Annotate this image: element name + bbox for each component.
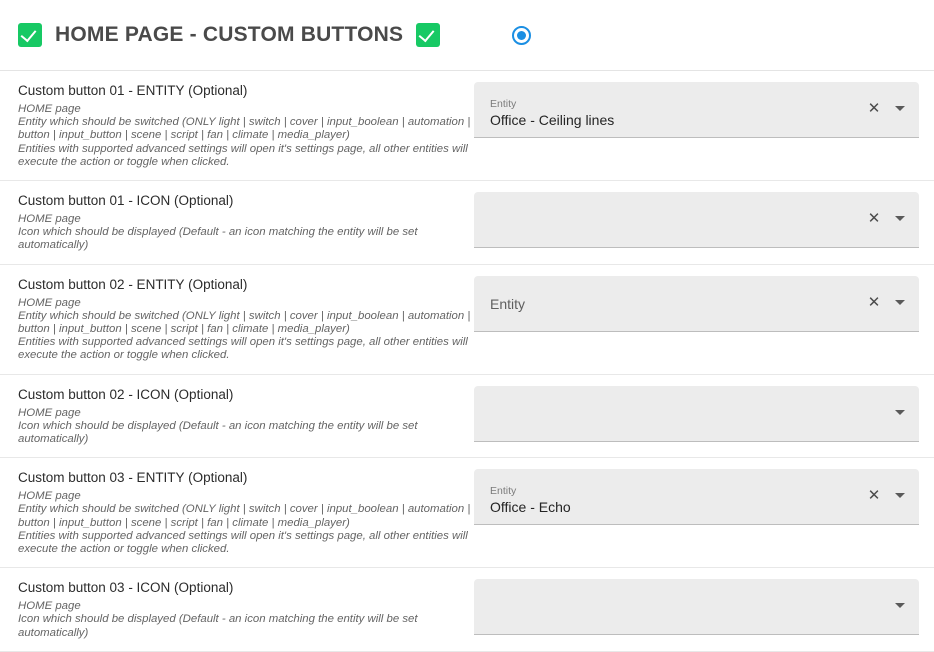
settings-rows xyxy=(0,71,934,652)
entity-select-field[interactable] xyxy=(474,386,919,442)
row-control-group xyxy=(474,192,934,248)
settings-row xyxy=(0,375,934,459)
row-description-line: execute the action or toggle when clicked. xyxy=(18,543,230,556)
chevron-down-icon[interactable] xyxy=(887,593,913,619)
row-label-group xyxy=(0,469,474,556)
field-floating-label: Entity xyxy=(490,484,517,497)
caret-glyph xyxy=(895,216,905,221)
field-icon-group xyxy=(861,192,913,247)
field-value[interactable]: Office - Echo xyxy=(490,498,571,515)
chevron-down-icon[interactable] xyxy=(887,96,913,122)
field-icon-group xyxy=(861,469,913,524)
row-description-line: Icon which should be displayed (Default - an icon matching the entity will be set xyxy=(18,226,418,239)
row-label-group xyxy=(0,386,474,447)
field-text-group xyxy=(490,276,861,331)
settings-row xyxy=(0,458,934,568)
close-icon-glyph: ✕ xyxy=(867,210,881,228)
row-description-line: automatically) xyxy=(18,239,89,252)
row-title: Custom button 01 - ICON (Optional) xyxy=(18,193,234,209)
field-floating-label: Entity xyxy=(490,97,517,110)
row-control-group xyxy=(474,469,934,525)
caret-glyph xyxy=(895,410,905,415)
chevron-down-icon[interactable] xyxy=(887,206,913,232)
row-title: Custom button 01 - ENTITY (Optional) xyxy=(18,83,248,98)
entity-select-field[interactable] xyxy=(474,192,919,248)
field-text-group xyxy=(490,469,861,524)
row-description-line: HOME page xyxy=(18,490,81,503)
section-header xyxy=(0,0,934,71)
row-description-line: HOME page xyxy=(18,296,81,309)
clear-icon[interactable] xyxy=(861,206,887,232)
row-description-line: HOME page xyxy=(18,103,81,115)
mode-radio-group[interactable] xyxy=(512,26,531,45)
field-placeholder[interactable]: Entity xyxy=(490,295,526,312)
row-description xyxy=(18,213,452,253)
settings-row xyxy=(0,181,934,265)
row-description xyxy=(18,600,452,640)
chevron-down-icon[interactable] xyxy=(887,483,913,509)
close-icon-glyph: ✕ xyxy=(867,100,881,117)
field-icon-group xyxy=(861,579,913,634)
row-description-line: Entity which should be switched (ONLY light | switch | cover | input_boolean | automation | xyxy=(18,309,471,322)
chevron-down-icon[interactable] xyxy=(887,289,913,315)
row-label-group xyxy=(0,276,474,363)
field-icon-group xyxy=(861,276,913,331)
clear-icon[interactable] xyxy=(861,96,887,122)
field-text-group xyxy=(490,82,861,137)
row-description xyxy=(18,103,471,169)
row-label-group xyxy=(0,192,474,253)
row-title: Custom button 02 - ENTITY (Optional) xyxy=(18,276,248,292)
row-description xyxy=(18,490,471,556)
radio-dot-icon xyxy=(517,31,526,40)
clear-icon[interactable] xyxy=(861,289,887,315)
row-description-line: Icon which should be displayed (Default - an icon matching the entity will be set xyxy=(18,419,418,432)
entity-select-field[interactable] xyxy=(474,469,919,525)
settings-row xyxy=(0,568,934,652)
row-description-line: button | input_button | scene | script | fan | climate | media_player) xyxy=(18,323,350,336)
row-description-line: Entities with supported advanced settings will open it's settings page, all other entities will xyxy=(18,529,468,542)
icon-spacer xyxy=(861,593,887,619)
row-description-line: Icon which should be displayed (Default - an icon matching the entity will be set xyxy=(18,613,418,626)
field-text-group xyxy=(490,386,861,441)
row-description-line: automatically) xyxy=(18,433,89,446)
row-description-line: button | input_button | scene | script | fan | climate | media_player) xyxy=(18,516,350,529)
page-title: HOME PAGE - CUSTOM BUTTONS xyxy=(55,23,404,46)
row-control-group xyxy=(474,579,934,635)
caret-glyph xyxy=(895,603,905,608)
field-icon-group xyxy=(861,82,913,137)
row-title: Custom button 03 - ICON (Optional) xyxy=(18,580,234,596)
row-description-line: HOME page xyxy=(18,406,81,419)
entity-select-field[interactable] xyxy=(474,579,919,635)
row-control-group xyxy=(474,386,934,442)
caret-glyph xyxy=(895,300,905,305)
caret-glyph xyxy=(895,106,905,111)
clear-icon[interactable] xyxy=(861,483,887,509)
row-label-group xyxy=(0,82,474,169)
row-description-line: Entities with supported advanced settings will open it's settings page, all other entities will xyxy=(18,336,468,349)
row-description xyxy=(18,296,471,363)
row-description xyxy=(18,407,452,447)
row-control-group xyxy=(474,276,934,332)
caret-glyph xyxy=(895,493,905,498)
row-description-line: execute the action or toggle when clicked. xyxy=(18,155,230,168)
enabled-checkbox-right[interactable] xyxy=(416,23,440,47)
row-description-line: Entity which should be switched (ONLY light | switch | cover | input_boolean | automation | xyxy=(18,116,471,129)
radio-selected[interactable] xyxy=(512,26,531,45)
row-control-group xyxy=(474,82,934,138)
entity-select-field[interactable] xyxy=(474,82,919,138)
icon-spacer xyxy=(861,399,887,425)
close-icon-glyph: ✕ xyxy=(867,487,881,505)
row-description-line: Entity which should be switched (ONLY light | switch | cover | input_boolean | automation | xyxy=(18,503,471,516)
row-description-line: button | input_button | scene | script | fan | climate | media_player) xyxy=(18,129,350,142)
field-text-group xyxy=(490,192,861,247)
row-title: Custom button 03 - ENTITY (Optional) xyxy=(18,470,248,486)
field-text-group xyxy=(490,579,861,634)
chevron-down-icon[interactable] xyxy=(887,399,913,425)
settings-row xyxy=(0,265,934,375)
row-description-line: HOME page xyxy=(18,600,81,613)
row-label-group xyxy=(0,579,474,640)
field-icon-group xyxy=(861,386,913,441)
field-value[interactable]: Office - Ceiling lines xyxy=(490,111,615,128)
row-title: Custom button 02 - ICON (Optional) xyxy=(18,386,234,402)
row-description-line: automatically) xyxy=(18,626,89,639)
row-description-line: HOME page xyxy=(18,213,81,226)
entity-select-field[interactable] xyxy=(474,276,919,332)
row-description-line: Entities with supported advanced settings will open it's settings page, all other entities will xyxy=(18,142,468,155)
row-description-line: execute the action or toggle when clicked. xyxy=(18,349,230,362)
settings-row xyxy=(0,71,934,181)
close-icon-glyph: ✕ xyxy=(867,293,881,311)
enabled-checkbox-left[interactable] xyxy=(18,23,42,47)
